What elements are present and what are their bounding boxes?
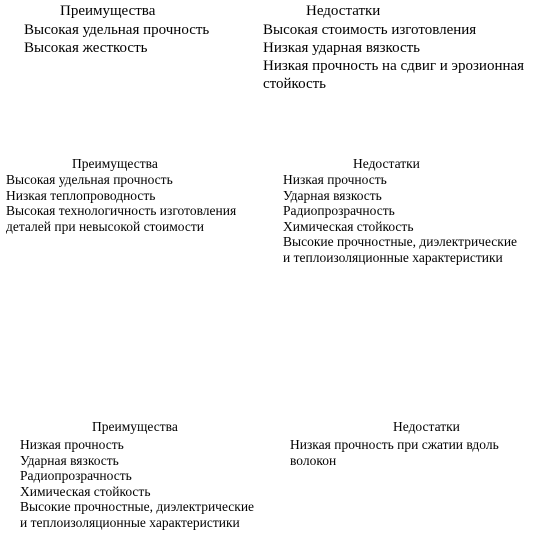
disadvantages-heading: Недостатки xyxy=(306,3,381,19)
disadvantages-list xyxy=(290,437,499,468)
advantages-heading: Преимущества xyxy=(60,3,156,19)
list-item: Ударная вязкость xyxy=(20,452,119,468)
list-item: Низкая прочность при сжатии вдоль xyxy=(290,437,499,452)
disadvantages-heading: Недостатки xyxy=(353,156,420,171)
list-item: Радиопрозрачность xyxy=(283,203,395,219)
list-item: Химическая стойкость xyxy=(283,218,414,234)
list-item: Высокая технологичность изготовления xyxy=(6,203,237,219)
advantages-heading: Преимущества xyxy=(72,156,158,171)
disadvantages-list xyxy=(263,21,524,93)
disadvantages-heading: Недостатки xyxy=(393,419,460,434)
advantages-list xyxy=(6,172,236,234)
list-item: и теплоизоляционные характеристики xyxy=(20,514,240,530)
list-item: деталей при невысокой стоимости xyxy=(6,218,204,234)
advantages-list xyxy=(20,437,254,531)
list-item: стойкость xyxy=(263,76,326,92)
advantages-heading: Преимущества xyxy=(92,419,178,434)
list-item: Высокая удельная прочность xyxy=(24,22,210,38)
list-item: Высокие прочностные, диэлектрические xyxy=(20,499,255,515)
list-item: Ударная вязкость xyxy=(283,187,382,203)
list-item: и теплоизоляционные характеристики xyxy=(283,249,503,265)
list-item: Радиопрозрачность xyxy=(20,468,132,484)
list-item: Низкая ударная вязкость xyxy=(263,40,420,56)
list-item: Высокая удельная прочность xyxy=(6,172,173,187)
list-item: Высокая жесткость xyxy=(24,40,148,56)
advantages-list xyxy=(24,21,209,57)
list-item: Низкая прочность xyxy=(20,437,124,452)
list-item: Низкая прочность на сдвиг и эрозионная xyxy=(263,58,525,74)
list-item: волокон xyxy=(290,452,337,468)
list-item: Низкая прочность xyxy=(283,172,387,187)
list-item: Химическая стойкость xyxy=(20,483,151,499)
list-item: Высокие прочностные, диэлектрические xyxy=(283,234,518,250)
disadvantages-list xyxy=(283,172,517,266)
list-item: Низкая теплопроводность xyxy=(6,187,156,203)
list-item: Высокая стоимость изготовления xyxy=(263,22,477,38)
